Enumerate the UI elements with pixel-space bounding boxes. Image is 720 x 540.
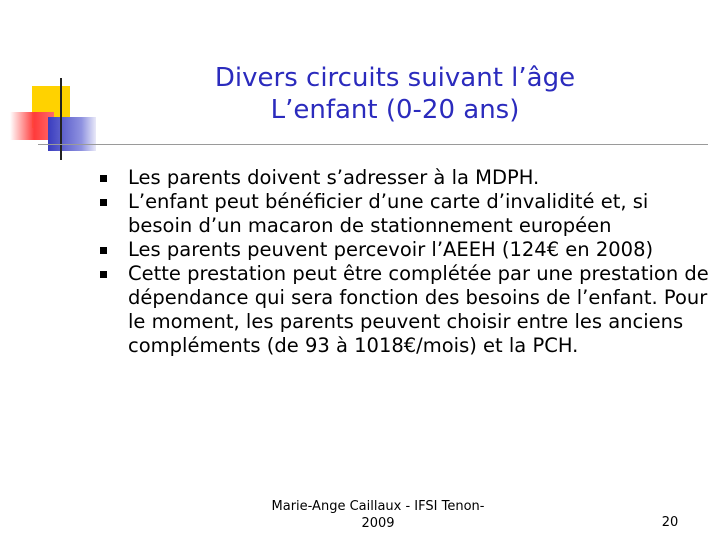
bullet-square-icon	[100, 247, 107, 254]
bullet-item	[100, 238, 710, 262]
page-number: 20	[661, 515, 679, 530]
bullet-item	[100, 190, 710, 238]
slide-title-line-2: L’enfant (0-20 ans)	[270, 95, 520, 125]
bullet-list	[100, 166, 710, 358]
bullet-text: Les parents doivent s’adresser à la MDPH.	[128, 166, 540, 189]
bullet-text: Les parents peuvent percevoir l’AEEH (124€ en 2008)	[128, 238, 654, 261]
slide-footer	[268, 498, 488, 532]
decorative-blue-square	[48, 117, 96, 151]
bullet-square-icon	[100, 199, 107, 206]
bullet-item	[100, 166, 710, 190]
bullet-square-icon	[100, 271, 107, 278]
footer-year: 2009	[361, 516, 395, 531]
slide-title-line-1: Divers circuits suivant l’âge	[214, 63, 576, 93]
bullet-item	[100, 262, 710, 358]
decorative-vertical-line	[60, 78, 62, 160]
bullet-square-icon	[100, 175, 107, 182]
bullet-text: L’enfant peut bénéficier d’une carte d’invalidité et, si besoin d’un macaron de stationnement européen	[128, 190, 649, 237]
bullet-text: Cette prestation peut être complétée par une prestation de dépendance qui sera fonction des besoins de l’enfant. Pour le moment, les parents peuvent choisir entre les anciens compléments (de 93 à 1018€/mois) et la PCH.	[128, 262, 709, 357]
footer-author: Marie-Ange Caillaux - IFSI Tenon-	[271, 499, 485, 514]
title-divider-line	[38, 144, 708, 145]
slide-title	[150, 62, 640, 126]
